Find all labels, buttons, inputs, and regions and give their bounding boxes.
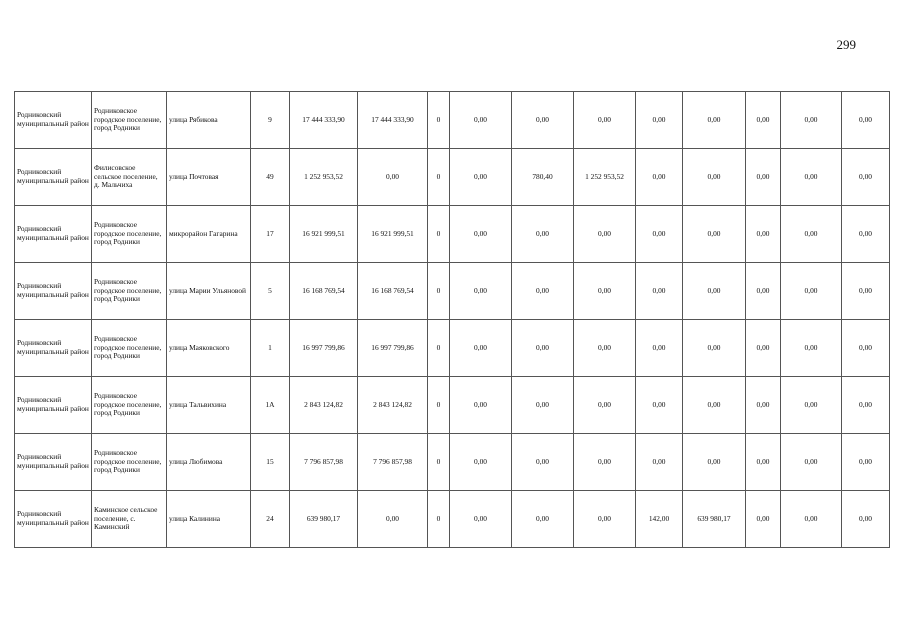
district: Родниковский муниципальный район xyxy=(15,206,92,263)
amount-cell: 0,00 xyxy=(512,434,574,491)
amount-cell: 0,00 xyxy=(683,377,746,434)
amount-cell: 0,00 xyxy=(450,377,512,434)
amount-cell: 16 168 769,54 xyxy=(290,263,358,320)
amount-cell: 0,00 xyxy=(636,206,683,263)
amount-cell: 0,00 xyxy=(746,491,781,548)
amount-cell: 0,00 xyxy=(574,320,636,377)
amount-cell: 0,00 xyxy=(781,320,842,377)
amount-cell: 0 xyxy=(428,434,450,491)
amount-cell: 0,00 xyxy=(746,206,781,263)
table-row xyxy=(15,320,890,377)
amount-cell: 0,00 xyxy=(358,149,428,206)
amount-cell: 0,00 xyxy=(746,434,781,491)
amount-cell: 142,00 xyxy=(636,491,683,548)
amount-cell: 639 980,17 xyxy=(290,491,358,548)
table-row xyxy=(15,434,890,491)
amount-cell: 0,00 xyxy=(781,206,842,263)
street: улица Любимова xyxy=(167,434,251,491)
amount-cell: 0,00 xyxy=(683,92,746,149)
district: Родниковский муниципальный район xyxy=(15,377,92,434)
amount-cell: 0,00 xyxy=(842,92,890,149)
amount-cell: 0,00 xyxy=(574,377,636,434)
amount-cell: 0 xyxy=(428,491,450,548)
amount-cell: 0,00 xyxy=(574,92,636,149)
table-row xyxy=(15,206,890,263)
amount-cell: 0,00 xyxy=(512,92,574,149)
house-number: 49 xyxy=(251,149,290,206)
street: улица Марии Ульяновой xyxy=(167,263,251,320)
house-number: 17 xyxy=(251,206,290,263)
amount-cell: 0,00 xyxy=(683,263,746,320)
table-row xyxy=(15,92,890,149)
amount-cell: 2 843 124,82 xyxy=(358,377,428,434)
amount-cell: 0 xyxy=(428,206,450,263)
amount-cell: 0,00 xyxy=(636,434,683,491)
amount-cell: 0,00 xyxy=(512,263,574,320)
amount-cell: 0,00 xyxy=(781,491,842,548)
amount-cell: 17 444 333,90 xyxy=(358,92,428,149)
amount-cell: 0,00 xyxy=(574,206,636,263)
amount-cell: 780,40 xyxy=(512,149,574,206)
amount-cell: 0,00 xyxy=(574,491,636,548)
street: улица Рябикова xyxy=(167,92,251,149)
amount-cell: 0,00 xyxy=(512,491,574,548)
amount-cell: 0,00 xyxy=(683,206,746,263)
house-number: 24 xyxy=(251,491,290,548)
amount-cell: 0,00 xyxy=(450,149,512,206)
amount-cell: 0,00 xyxy=(781,263,842,320)
amount-cell: 0,00 xyxy=(781,149,842,206)
amount-cell: 0,00 xyxy=(781,434,842,491)
amount-cell: 0,00 xyxy=(746,149,781,206)
amount-cell: 0,00 xyxy=(512,320,574,377)
table-row xyxy=(15,149,890,206)
street: микрорайон Гагарина xyxy=(167,206,251,263)
amount-cell: 0 xyxy=(428,149,450,206)
house-number: 1А xyxy=(251,377,290,434)
street: улица Калинина xyxy=(167,491,251,548)
amount-cell: 0,00 xyxy=(683,434,746,491)
house-number: 1 xyxy=(251,320,290,377)
street: улица Почтовая xyxy=(167,149,251,206)
page-number: 299 xyxy=(836,37,856,52)
amount-cell: 0,00 xyxy=(842,377,890,434)
house-number: 9 xyxy=(251,92,290,149)
street: улица Маяковского xyxy=(167,320,251,377)
amount-cell: 0,00 xyxy=(842,149,890,206)
amount-cell: 0,00 xyxy=(746,320,781,377)
district: Родниковский муниципальный район xyxy=(15,491,92,548)
settlement: Родниковское городское поселение, город Родники xyxy=(92,434,167,491)
amount-cell: 16 997 799,86 xyxy=(358,320,428,377)
amount-cell: 0,00 xyxy=(746,263,781,320)
amount-cell: 0,00 xyxy=(450,491,512,548)
amount-cell: 0,00 xyxy=(574,434,636,491)
amount-cell: 16 921 999,51 xyxy=(358,206,428,263)
amount-cell: 0,00 xyxy=(683,149,746,206)
amount-cell: 16 997 799,86 xyxy=(290,320,358,377)
amount-cell: 0,00 xyxy=(781,377,842,434)
settlement: Родниковское городское поселение, город Родники xyxy=(92,320,167,377)
amount-cell: 0,00 xyxy=(842,434,890,491)
amount-cell: 0,00 xyxy=(636,263,683,320)
amount-cell: 0,00 xyxy=(842,491,890,548)
table-row xyxy=(15,491,890,548)
district: Родниковский муниципальный район xyxy=(15,434,92,491)
amount-cell: 1 252 953,52 xyxy=(290,149,358,206)
amount-cell: 0,00 xyxy=(636,320,683,377)
house-number: 15 xyxy=(251,434,290,491)
amount-cell: 0,00 xyxy=(450,434,512,491)
amount-cell: 0,00 xyxy=(450,320,512,377)
street: улица Тальвихина xyxy=(167,377,251,434)
amount-cell: 0,00 xyxy=(842,263,890,320)
amount-cell: 0,00 xyxy=(842,320,890,377)
amount-cell: 0,00 xyxy=(842,206,890,263)
amount-cell: 2 843 124,82 xyxy=(290,377,358,434)
amount-cell: 0,00 xyxy=(636,92,683,149)
amount-cell: 0,00 xyxy=(450,206,512,263)
settlement: Родниковское городское поселение, город Родники xyxy=(92,206,167,263)
amount-cell: 7 796 857,98 xyxy=(358,434,428,491)
amount-cell: 0,00 xyxy=(636,377,683,434)
settlement: Родниковское городское поселение, город Родники xyxy=(92,92,167,149)
table-row xyxy=(15,377,890,434)
settlement: Каминское сельское поселение, с. Каминский xyxy=(92,491,167,548)
amount-cell: 0,00 xyxy=(683,320,746,377)
amount-cell: 0,00 xyxy=(358,491,428,548)
district: Родниковский муниципальный район xyxy=(15,263,92,320)
amount-cell: 16 168 769,54 xyxy=(358,263,428,320)
amount-cell: 0 xyxy=(428,263,450,320)
house-number: 5 xyxy=(251,263,290,320)
amount-cell: 639 980,17 xyxy=(683,491,746,548)
amount-cell: 0,00 xyxy=(512,206,574,263)
district: Родниковский муниципальный район xyxy=(15,320,92,377)
amount-cell: 17 444 333,90 xyxy=(290,92,358,149)
table-row xyxy=(15,263,890,320)
amount-cell: 1 252 953,52 xyxy=(574,149,636,206)
amount-cell: 16 921 999,51 xyxy=(290,206,358,263)
amount-cell: 0 xyxy=(428,320,450,377)
settlement: Филисовское сельское поселение, д. Мальчиха xyxy=(92,149,167,206)
amount-cell: 0,00 xyxy=(450,263,512,320)
amount-cell: 0,00 xyxy=(636,149,683,206)
amount-cell: 0,00 xyxy=(746,377,781,434)
amount-cell: 0 xyxy=(428,92,450,149)
amount-cell: 0,00 xyxy=(746,92,781,149)
settlement: Родниковское городское поселение, город Родники xyxy=(92,377,167,434)
settlement: Родниковское городское поселение, город Родники xyxy=(92,263,167,320)
district: Родниковский муниципальный район xyxy=(15,149,92,206)
amount-cell: 0,00 xyxy=(450,92,512,149)
amount-cell: 0,00 xyxy=(781,92,842,149)
amount-cell: 0,00 xyxy=(512,377,574,434)
district: Родниковский муниципальный район xyxy=(15,92,92,149)
amount-cell: 0,00 xyxy=(574,263,636,320)
housing-registry-table xyxy=(14,91,890,548)
amount-cell: 0 xyxy=(428,377,450,434)
amount-cell: 7 796 857,98 xyxy=(290,434,358,491)
